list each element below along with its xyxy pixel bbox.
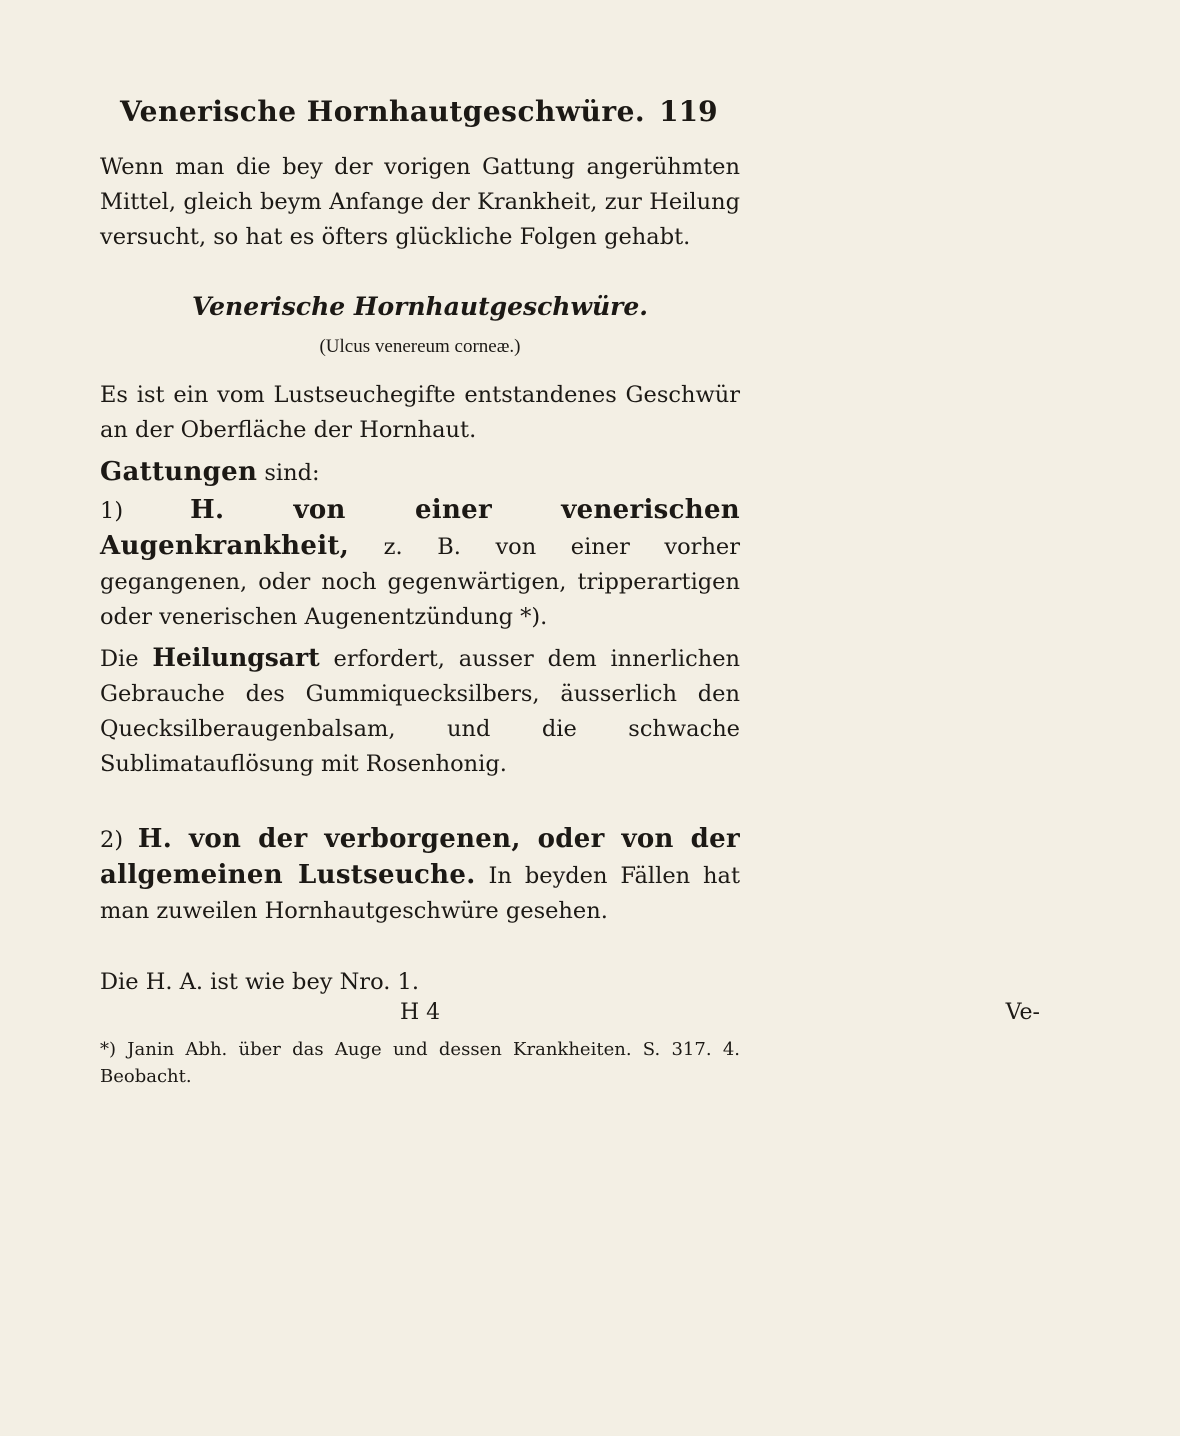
item-2-title: H. von der verborgenen, oder von der allgemeinen Lustseuche. (100, 824, 740, 890)
closing-line: Die H. A. ist wie bey Nro. 1. (100, 969, 419, 995)
species-line (100, 455, 740, 491)
cure-label: Heilungsart (152, 643, 320, 672)
catchword: Ve- (1005, 1000, 1040, 1025)
item-1-title: H. von einer venerischen Augenkrankheit, (100, 495, 740, 561)
species-suffix: sind: (264, 460, 320, 486)
species-label: Gattungen (100, 457, 258, 487)
definition-paragraph: Es ist ein vom Lustseuchegifte entstandenes Geschwür an der Oberfläche der Hornhaut. (100, 382, 740, 443)
item-1-text: z. B. von einer vorher gegangenen, oder noch gegenwärtigen, tripperartigen oder venerischen Augenentzündung *). (100, 534, 741, 630)
cure-paragraph (100, 640, 740, 782)
section-heading: Venerische Hornhautgeschwüre. (192, 292, 648, 321)
item-1-number: 1) (100, 498, 124, 524)
intro-paragraph: Wenn man die bey der vorigen Gattung angerühmten Mittel, gleich beym Anfange der Krankheit, zur Heilung versucht, so hat es öfters glückliche Folgen gehabt. (100, 154, 740, 250)
item-1 (100, 493, 740, 635)
signature-mark: H 4 (400, 1000, 441, 1025)
item-2-number: 2) (100, 827, 124, 853)
page-number: 119 (659, 95, 718, 128)
header-title: Venerische Hornhautgeschwüre. (120, 95, 646, 128)
running-header (100, 95, 740, 145)
latin-name: (Ulcus venereum corneæ.) (319, 336, 521, 357)
cure-text: erfordert, ausser dem innerlichen Gebrauche des Gummiquecksilbers, äusserlich den Quecksilberaugenbalsam, und die schwache Sublimatauflösung mit Rosenhonig. (100, 646, 740, 777)
item-2 (100, 822, 740, 929)
cure-prefix: Die (100, 646, 139, 672)
signature-line (100, 1000, 1180, 1025)
item-2-text: In beyden Fällen hat man zuweilen Hornhautgeschwüre gesehen. (100, 863, 741, 924)
footnote: *) Janin Abh. über das Auge und dessen Krankheiten. S. 317. 4. Beobacht. (100, 1039, 740, 1087)
